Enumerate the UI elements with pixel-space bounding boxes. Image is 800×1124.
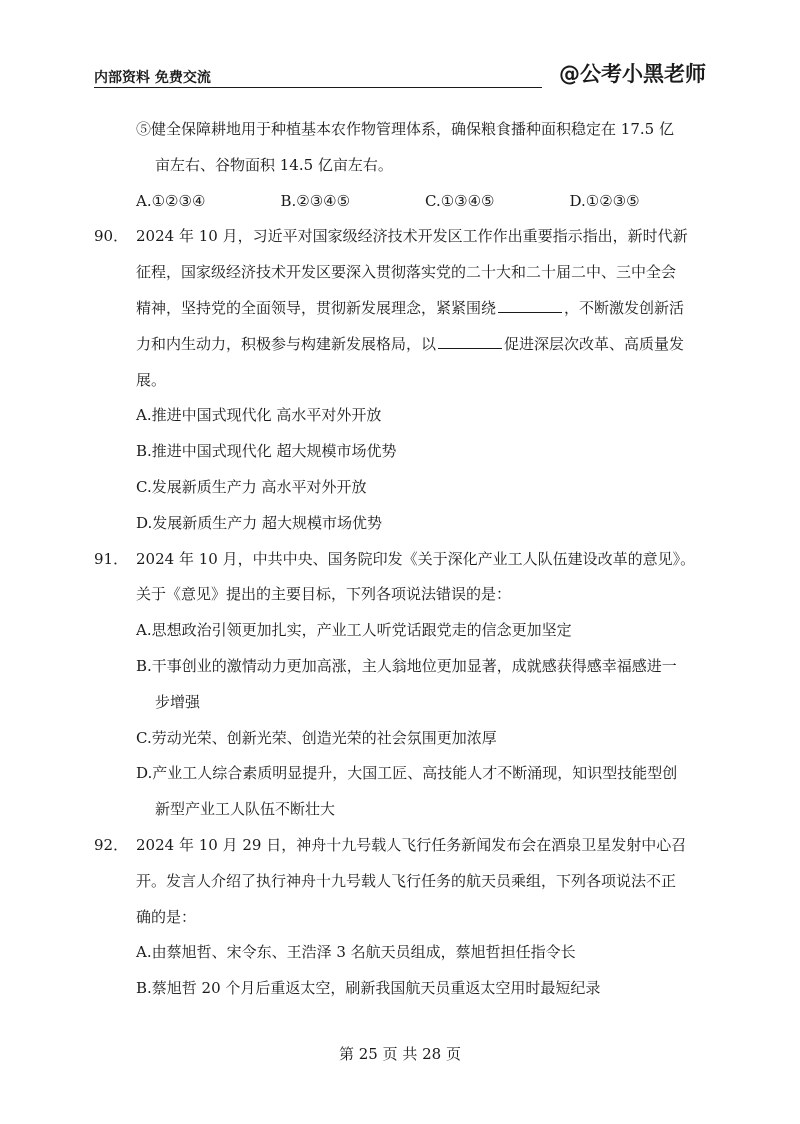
q89-option-a: A.①②③④ <box>136 191 206 210</box>
q90-text3b: ，不断激发创新活 <box>564 298 685 317</box>
q91-line1 <box>94 542 714 578</box>
q90-number: 90． <box>94 227 129 246</box>
q90-line2: 征程，国家级经济技术开发区要深入贯彻落实党的二十大和二十届二中、三中全会 <box>136 263 677 282</box>
item5-line2: 亩左右、谷物面积 14.5 亿亩左右。 <box>155 155 393 174</box>
q91-line2: 关于《意见》提出的主要目标，下列各项说法错误的是： <box>136 585 512 604</box>
q91-text1: 2024 年 10 月，中共中央、国务院印发《关于深化产业工人队伍建设改革的意见》。 <box>136 549 696 568</box>
q91-option-c: C.劳动光荣、创新光荣、创造光荣的社会氛围更加浓厚 <box>136 728 497 747</box>
document-body <box>94 112 714 1007</box>
page-number: 第 25 页 共 28 页 <box>338 1045 461 1063</box>
q89-option-b: B.②③④⑤ <box>280 191 351 210</box>
blank-1 <box>498 297 562 313</box>
q91-option-b-cont: 步增强 <box>155 692 201 711</box>
q90-text4a: 力和内生动力，积极参与构建新发展格局，以 <box>136 334 437 353</box>
q92-text1: 2024 年 10 月 29 日，神舟十九号载人飞行任务新闻发布会在酒泉卫星发射中心召 <box>136 835 687 854</box>
q90-line5: 展。 <box>136 370 167 389</box>
q91-option-d: D.产业工人综合素质明显提升，大国工匠、高技能人才不断涌现，知识型技能型创 <box>136 764 678 783</box>
q92-number: 92． <box>94 835 129 854</box>
header-label: 内部资料 免费交流 <box>94 70 211 86</box>
q92-option-b: B.蔡旭哲 20 个月后重返太空，刷新我国航天员重返太空用时最短纪录 <box>136 979 601 998</box>
q92-option-a: A.由蔡旭哲、宋令东、王浩泽 3 名航天员组成，蔡旭哲担任指令长 <box>136 943 576 962</box>
blank-2 <box>438 333 502 349</box>
q89-option-d: D.①②③⑤ <box>569 191 640 210</box>
q91-option-b: B.干事创业的激情动力更加高涨，主人翁地位更加显著，成就感获得感幸福感进一 <box>136 656 677 675</box>
q90-line3 <box>94 291 714 327</box>
q90-line4 <box>94 327 714 363</box>
q90-text4b: 促进深层次改革、高质量发 <box>504 334 685 353</box>
q90-text1: 2024 年 10 月，习近平对国家级经济技术开发区工作作出重要指示指出，新时代新 <box>136 227 688 246</box>
q92-line2: 开。发言人介绍了执行神舟十九号载人飞行任务的航天员乘组，下列各项说法不正 <box>136 871 677 890</box>
q90-option-a: A.推进中国式现代化 高水平对外开放 <box>136 406 382 425</box>
header-rule <box>94 87 542 88</box>
q91-option-a: A.思想政治引领更加扎实，产业工人听党话跟党走的信念更加坚定 <box>136 621 572 640</box>
header-brand: @公考小黑老师 <box>559 62 706 86</box>
q90-line1 <box>94 219 714 255</box>
q91-option-d-cont: 新型产业工人队伍不断壮大 <box>155 800 336 819</box>
q90-option-b: B.推进中国式现代化 超大规模市场优势 <box>136 442 397 461</box>
q89-options <box>94 184 714 220</box>
q90-option-c: C.发展新质生产力 高水平对外开放 <box>136 477 367 496</box>
q92-line3: 确的是： <box>136 907 197 926</box>
q92-line1 <box>94 828 714 864</box>
q91-number: 91． <box>94 549 129 568</box>
q90-text3a: 精神，坚持党的全面领导，贯彻新发展理念，紧紧围绕 <box>136 298 497 317</box>
item5-line1: ⑤健全保障耕地用于种植基本农作物管理体系，确保粮食播种面积稳定在 17.5 亿 <box>136 120 674 138</box>
q89-option-c: C.①③④⑤ <box>425 191 495 210</box>
page-header <box>94 58 706 88</box>
q90-option-d: D.发展新质生产力 超大规模市场优势 <box>136 513 383 532</box>
